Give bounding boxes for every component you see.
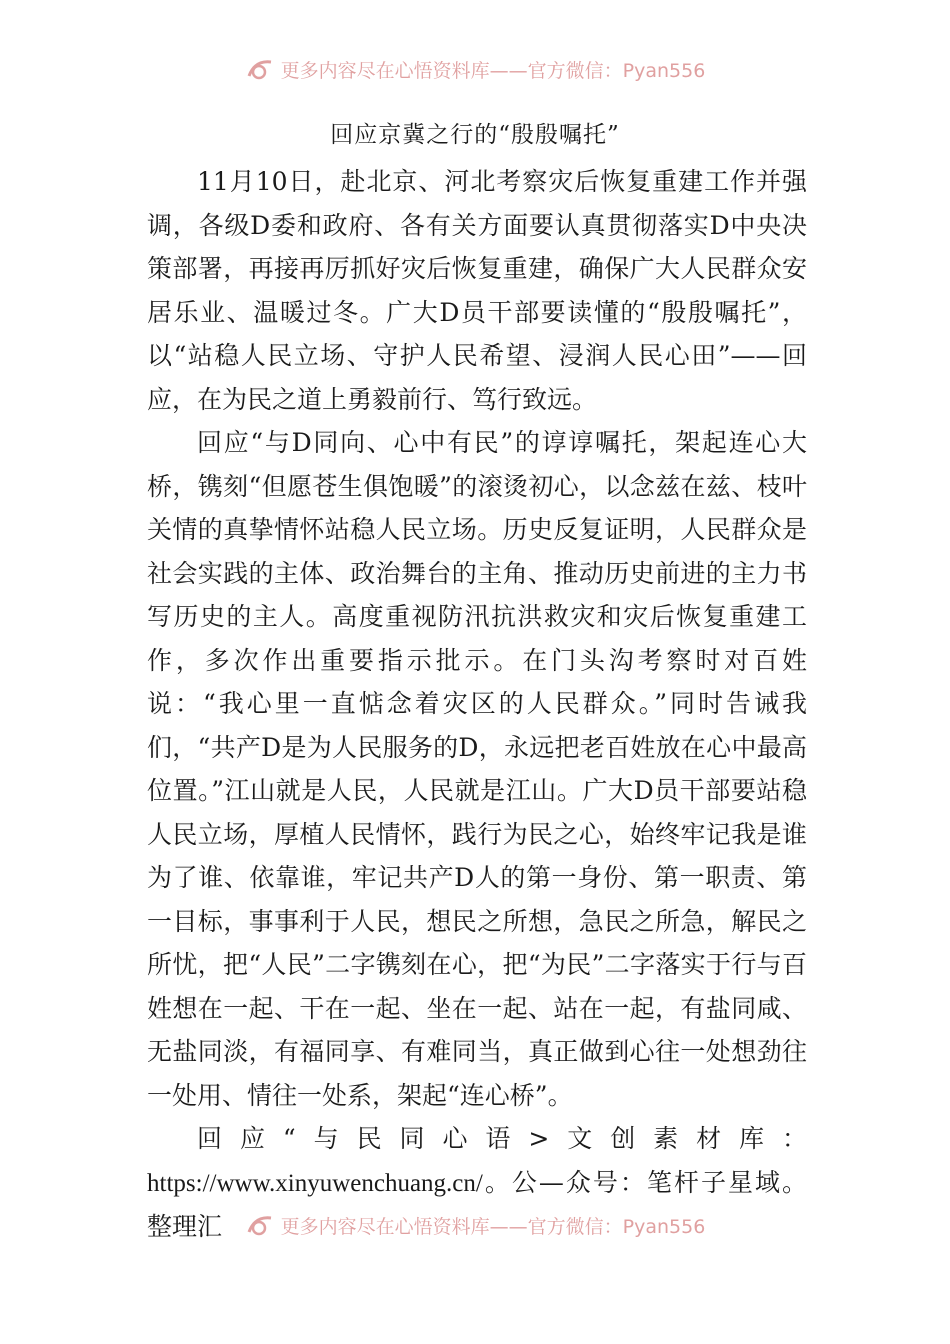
logo-icon <box>245 1212 275 1238</box>
paragraph-3-tail: 。公—众号：笔杆子星域。整理汇 <box>147 1167 807 1241</box>
paragraph-1: 11月10日，赴北京、河北考察灾后恢复重建工作并强调，各级D委和政府、各有关方面要认真贯彻落实D中央决策部署，再接再厉抓好灾后恢复重建，确保广大人民群众安居乐业、温暖过冬。广大D员干部要读懂的“殷殷嘱托”，以“站稳人民立场、守护人民希望、浸润人民心田”——回应，在为民之道上勇毅前行、笃行致远。 <box>147 167 807 414</box>
paragraph-3-text: 回应“与民同心语>文创素材库： <box>197 1124 807 1153</box>
header-watermark-text: 更多内容尽在心悟资料库——官方微信：Pyan556 <box>280 59 706 82</box>
document-body <box>147 160 807 1249</box>
website-link[interactable]: https://www.xinyuwenchuang.cn/ <box>147 1169 483 1197</box>
logo-icon <box>245 56 275 82</box>
paragraph-2: 回应“与D同向、心中有民”的谆谆嘱托，架起连心大桥，镌刻“但愿苍生俱饱暖”的滚烫初心，以念兹在兹、枝叶关情的真挚情怀站稳人民立场。历史反复证明，人民群众是社会实践的主体、政治舞台的主角、推动历史前进的主力书写历史的主人。高度重视防汛抗洪救灾和灾后恢复重建工作，多次作出重要指示批示。在门头沟考察时对百姓说：“我心里一直惦念着灾区的人民群众。”同时告诫我们，“共产D是为人民服务的D，永远把老百姓放在心中最高位置。”江山就是人民，人民就是江山。广大D员干部要站稳人民立场，厚植人民情怀，践行为民之心，始终牢记我是谁为了谁、依靠谁，牢记共产D人的第一身份、第一职责、第一目标，事事利于人民，想民之所想，急民之所急，解民之所忧，把“人民”二字镌刻在心，把“为民”二字落实于行与百姓想在一起、干在一起、坐在一起、站在一起，有盐同咸、无盐同淡，有福同享、有难同当，真正做到心往一处想劲往一处用、情往一处系，架起“连心桥”。 <box>147 428 807 1110</box>
document-title: 回应京冀之行的“殷殷嘱托” <box>330 122 620 148</box>
footer-watermark-text: 更多内容尽在心悟资料库——官方微信：Pyan556 <box>280 1215 706 1238</box>
header-watermark <box>0 52 950 86</box>
footer-watermark <box>0 1208 950 1242</box>
